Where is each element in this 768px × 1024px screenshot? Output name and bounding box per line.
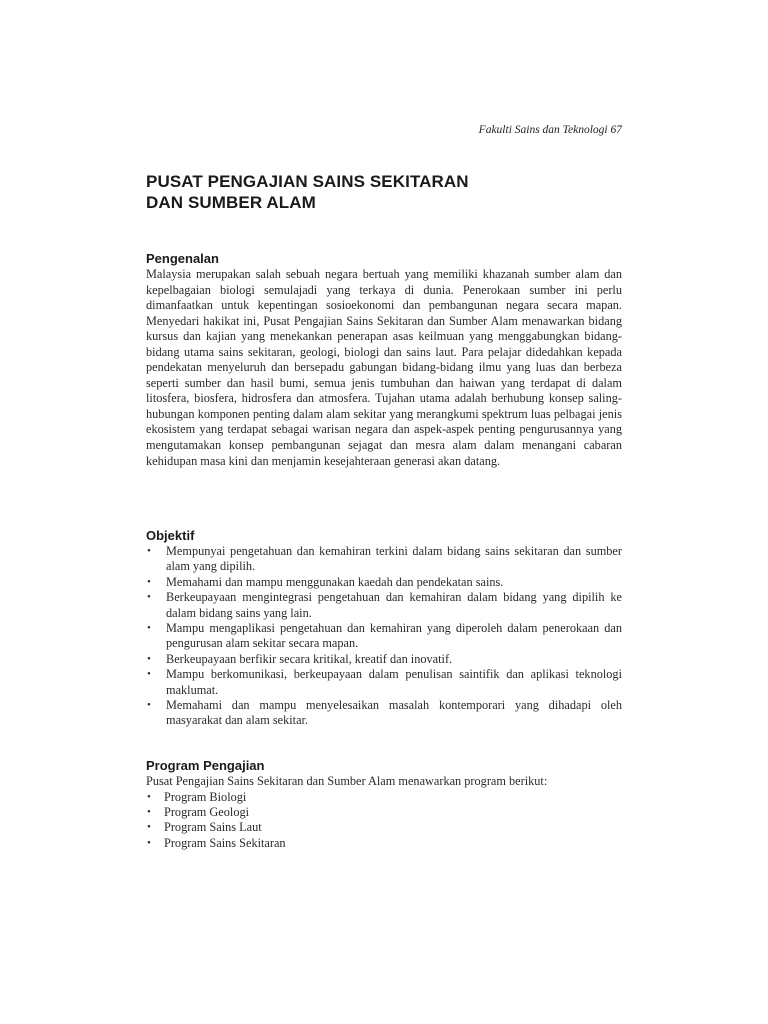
bullet-icon: • <box>147 622 151 635</box>
list-item <box>146 544 622 575</box>
objektif-list <box>146 544 622 729</box>
list-item-text: Program Sains Laut <box>164 820 262 835</box>
list-item-text: Program Biologi <box>164 789 247 804</box>
bullet-icon: • <box>147 668 151 681</box>
title-line-2: DAN SUMBER ALAM <box>146 193 316 212</box>
bullet-icon: • <box>147 790 151 803</box>
running-head: Fakulti Sains dan Teknologi 67 <box>478 124 622 136</box>
page-title <box>146 171 622 213</box>
list-item-text: Berkeupayaan mengintegrasi pengetahuan dan kemahiran dalam bidang yang dipilih ke dalam bidang sains yang lain. <box>166 590 622 620</box>
list-item-text: Mempunyai pengetahuan dan kemahiran terkini dalam bidang sains sekitaran dan sumber alam yang dipilih. <box>166 544 622 574</box>
list-item-text: Program Geologi <box>164 804 250 819</box>
list-item <box>146 698 622 729</box>
section-pengenalan <box>146 250 622 469</box>
bullet-icon: • <box>147 699 151 712</box>
section-program-pengajian <box>146 757 622 851</box>
bullet-icon: • <box>147 545 151 557</box>
list-item-text: Mampu berkomunikasi, berkeupayaan dalam penulisan saintifik dan aplikasi teknologi maklumat. <box>166 667 622 697</box>
bullet-icon: • <box>147 836 151 849</box>
list-item <box>146 575 622 590</box>
list-item-text: Berkeupayaan berfikir secara kritikal, kreatif dan inovatif. <box>166 651 453 666</box>
bullet-icon: • <box>147 591 151 604</box>
bullet-icon: • <box>147 821 151 834</box>
title-line-1: PUSAT PENGAJIAN SAINS SEKITARAN <box>146 172 469 191</box>
section-heading-program: Program Pengajian <box>146 758 265 773</box>
program-intro: Pusat Pengajian Sains Sekitaran dan Sumber Alam menawarkan program berikut: <box>146 774 548 788</box>
list-item-text: Memahami dan mampu menyelesaikan masalah kontemporari yang dihadapi oleh masyarakat dan alam sekitar. <box>166 698 622 728</box>
pengenalan-paragraph: Malaysia merupakan salah sebuah negara bertuah yang memiliki khazanah sumber alam dan kepelbagaian biologi semulajadi yang terkaya di dunia. Penerokaan sumber ini perlu dimanfaatkan untuk kepentingan sosioekonomi dan pembangunan negara secara mapan. Menyedari hakikat ini, Pusat Pengajian Sains Sekitaran dan Sumber Alam menawarkan bidang kursus dan kajian yang menekankan penerapan asas keilmuan yang menggabungkan bidang-bidang utama sains sekitaran, geologi, biologi dan sains laut. Para pelajar didedahkan kepada pendekatan menyeluruh dan bersepadu gabungan bidang-bidang ilmu yang luas dan berbeza seperti sumber dan hasil bumi, semua jenis tumbuhan dan haiwan yang terdapat di dalam litosfera, biosfera, hidrosfera dan atmosfera. Tujahan utama adalah berhubung konsep saling-hubungan komponen penting dalam alam sekitar yang merangkumi spektrum luas pelbagai jenis ekosistem yang terdapat sebagai warisan negara dan aspek-aspek penting pengurusannya yang mengutamakan konsep pembangunan sejagat dan mesra alam dalam menangani cabaran kehidupan masa kini dan menjamin kesejahteraan generasi akan datang. <box>146 267 622 468</box>
list-item <box>146 652 622 667</box>
list-item-text: Mampu mengaplikasi pengetahuan dan kemahiran yang diperoleh dalam penerokaan dan pengurusan alam sekitar secara mapan. <box>166 621 622 651</box>
list-item <box>146 836 622 851</box>
section-heading-objektif: Objektif <box>146 528 195 543</box>
bullet-icon: • <box>147 575 151 588</box>
list-item <box>146 820 622 835</box>
program-list <box>146 790 622 852</box>
list-item-text: Program Sains Sekitaran <box>164 835 286 850</box>
list-item <box>146 790 622 805</box>
bullet-icon: • <box>147 805 151 818</box>
section-objektif <box>146 527 622 729</box>
list-item <box>146 667 622 698</box>
list-item <box>146 590 622 621</box>
list-item <box>146 805 622 820</box>
section-heading-pengenalan: Pengenalan <box>146 251 219 266</box>
list-item-text: Memahami dan mampu menggunakan kaedah dan pendekatan sains. <box>166 574 504 589</box>
list-item <box>146 621 622 652</box>
bullet-icon: • <box>147 652 151 665</box>
